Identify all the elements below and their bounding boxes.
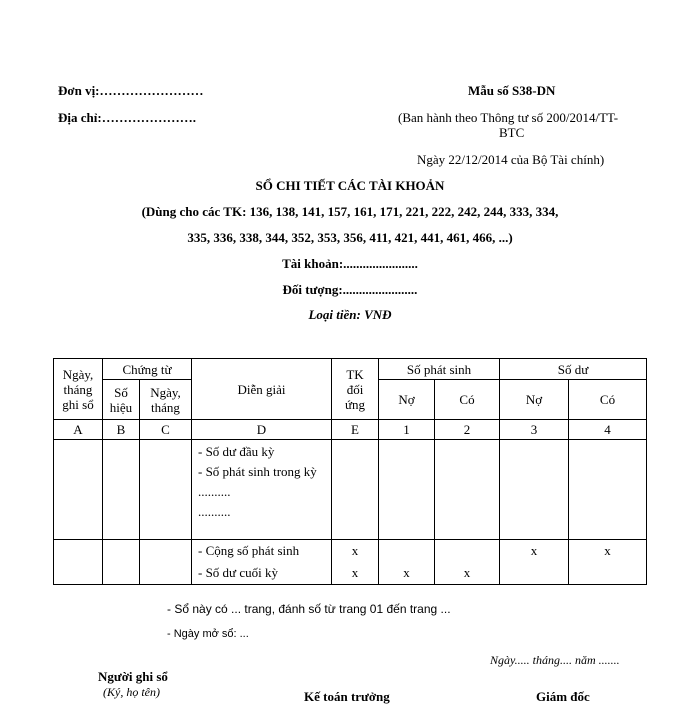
code-cell: E (332, 420, 379, 440)
line-closing-balance: - Số dư cuối kỳ (198, 565, 278, 580)
footer-tk-marks: x x (332, 540, 379, 585)
issued-by-line1: (Ban hành theo Thông tư số 200/2014/TT- (398, 110, 619, 125)
currency-label: Loại tiền: VNĐ (308, 307, 392, 322)
line-opening-balance: - Số dư đầu kỳ (198, 444, 275, 459)
code-cell: B (103, 420, 140, 440)
footer-description (192, 540, 332, 585)
open-date-note: - Ngày mở sổ: ... (167, 628, 249, 640)
header-ps-co: Có (435, 380, 500, 420)
line-period-activity: - Số phát sinh trong kỳ (198, 464, 317, 479)
recorder-sign-hint: (Ký, họ tên) (103, 685, 160, 699)
header-tk-doi-ung: TK đối ứng (332, 359, 379, 420)
footer-row (54, 540, 647, 585)
body-row (54, 440, 647, 540)
code-cell: 2 (435, 420, 500, 440)
account-list-line2: 335, 336, 338, 344, 352, 353, 356, 411, 421, 441, 461, 466, ...) (187, 230, 513, 245)
line-ellipsis: .......... (198, 484, 231, 499)
code-cell: D (192, 420, 332, 440)
header-chung-tu: Chứng từ (103, 359, 192, 380)
don-vi-label: Đơn vị:…………………… (58, 83, 204, 98)
body-cell (140, 440, 192, 540)
recorder-title: Người ghi sổ (98, 669, 168, 684)
ledger-table (53, 358, 647, 585)
form-number: Mẫu số S38-DN (468, 83, 556, 98)
dia-chi-label: Địa chỉ:…………………. (58, 110, 196, 125)
code-cell: C (140, 420, 192, 440)
code-cell: 1 (379, 420, 435, 440)
issued-date: Ngày 22/12/2014 của Bộ Tài chính) (417, 152, 605, 167)
footer-ps-co-marks: x (435, 540, 500, 585)
header-so-hieu: Số hiệu (103, 380, 140, 420)
header-ngay-ghi-so: Ngày, tháng ghi sổ (54, 359, 103, 420)
body-cell (54, 440, 103, 540)
body-cell (332, 440, 379, 540)
footer-du-no-marks: x (500, 540, 569, 585)
body-cell (103, 440, 140, 540)
body-cell (435, 440, 500, 540)
account-list-line1: (Dùng cho các TK: 136, 138, 141, 157, 161, 171, 221, 222, 242, 244, 333, 334, (141, 204, 559, 219)
header-so-phat-sinh: Số phát sinh (379, 359, 500, 380)
line-total-activity: - Cộng số phát sinh (198, 543, 300, 558)
ledger-title: SỔ CHI TIẾT CÁC TÀI KHOẢN (255, 178, 445, 193)
header-ps-no: Nợ (379, 380, 435, 420)
page-count-note: - Sổ này có ... trang, đánh số từ trang 01 đến trang ... (167, 602, 451, 616)
body-cell (379, 440, 435, 540)
footer-ps-no-marks: x (379, 540, 435, 585)
account-field: Tài khoản:....................... (282, 256, 418, 271)
issued-by-line2: BTC (499, 125, 525, 140)
director-title: Giám đốc (536, 689, 590, 704)
body-description (192, 440, 332, 540)
code-row (54, 420, 647, 440)
footer-du-co-marks: x (569, 540, 647, 585)
body-cell (500, 440, 569, 540)
body-cell (569, 440, 647, 540)
subject-field: Đối tượng:....................... (282, 282, 418, 297)
line-ellipsis: .......... (198, 504, 231, 519)
signature-date-line: Ngày..... tháng.... năm ....... (490, 653, 620, 667)
code-cell: 3 (500, 420, 569, 440)
header-du-no: Nợ (500, 380, 569, 420)
code-cell: A (54, 420, 103, 440)
header-so-du: Số dư (500, 359, 647, 380)
chief-accountant-title: Kế toán trưởng (304, 689, 390, 704)
header-du-co: Có (569, 380, 647, 420)
code-cell: 4 (569, 420, 647, 440)
footer-cell (54, 540, 103, 585)
footer-cell (103, 540, 140, 585)
header-dien-giai: Diễn giải (192, 359, 332, 420)
header-ngay-thang: Ngày, tháng (140, 380, 192, 420)
footer-cell (140, 540, 192, 585)
